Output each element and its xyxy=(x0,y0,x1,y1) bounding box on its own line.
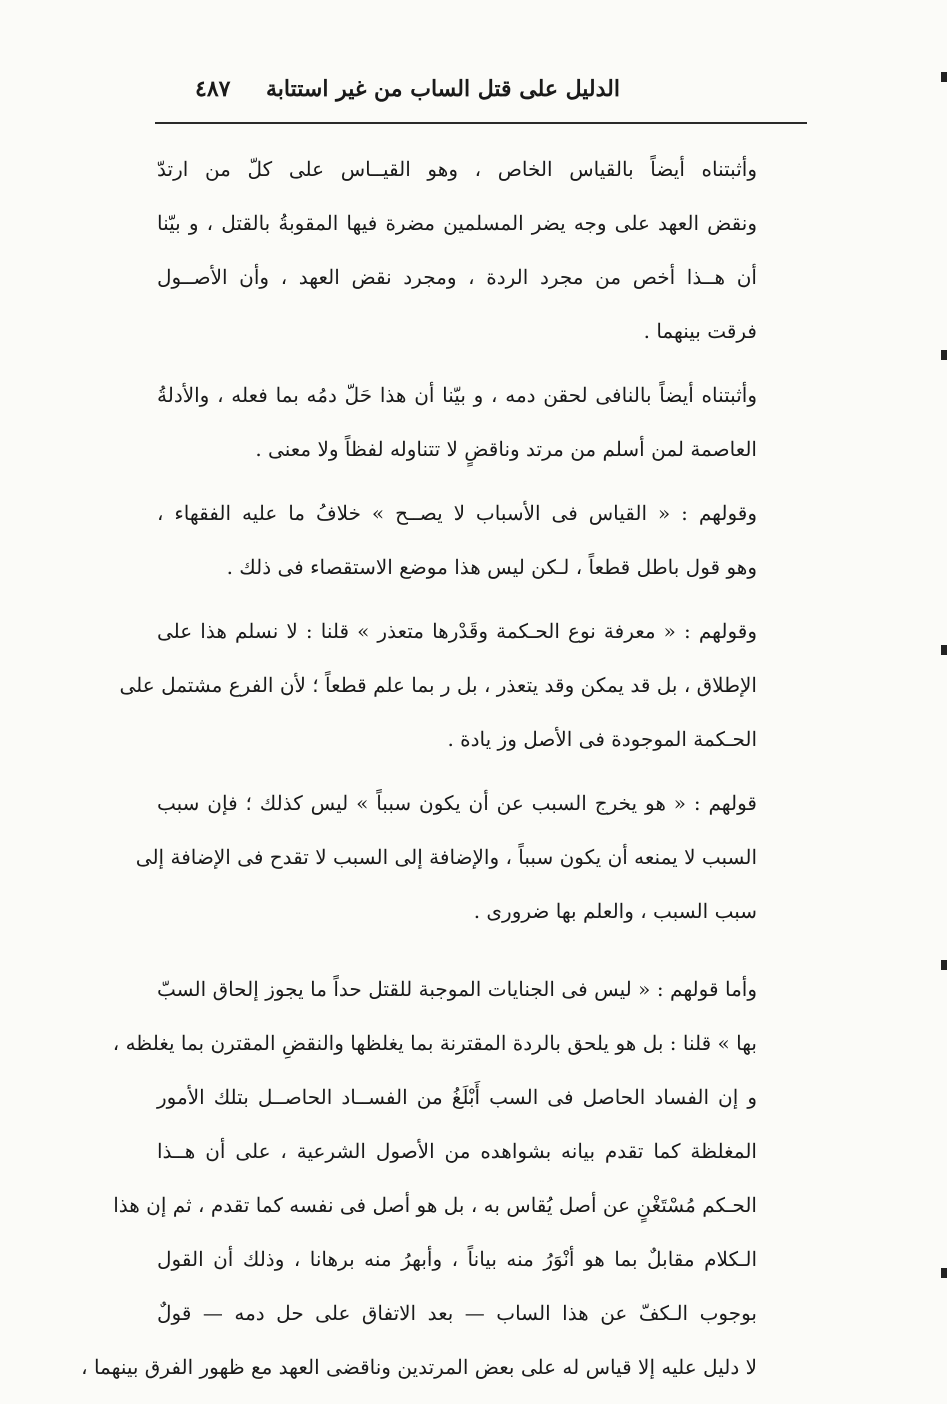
text-line: فرقت بينهما . xyxy=(643,319,757,343)
page-header xyxy=(150,68,810,118)
scan-edge-mark xyxy=(941,350,947,360)
body-text xyxy=(81,142,787,1404)
text-line: و إن الفساد الحاصل فى السب أَبْلَغُ من الفســاد الحاصــل بتلك الأمور xyxy=(157,1085,757,1109)
scan-edge-mark xyxy=(941,960,947,970)
text-line: وأثبتناه أيضاً بالنافى لحقن دمه ، و بيّنا أن هذا حَلّ دمُه بما فعله ، والأدلةُ xyxy=(157,383,757,407)
header-rule xyxy=(155,122,807,124)
scan-edge-mark xyxy=(941,72,947,82)
scan-edge-mark xyxy=(941,645,947,655)
paragraph xyxy=(157,368,787,476)
text-line: الحـكمة الموجودة فى الأصل وز يادة . xyxy=(447,727,757,751)
text-line: وقولهم : « القياس فى الأسباب لا يصــح » خلافُ ما عليه الفقهاء ، xyxy=(157,501,757,525)
text-line: قولهم : « هو يخرج السبب عن أن يكون سبباً » ليس كذلك ؛ فإن سبب xyxy=(157,791,757,815)
running-title: الدليل على قتل الساب من غير استتابة xyxy=(266,76,620,102)
text-line: المغلظة كما تقدم بيانه بشواهده من الأصول الشرعية ، على أن هــذا xyxy=(157,1139,757,1163)
paragraph xyxy=(135,776,787,938)
paragraph xyxy=(157,486,787,594)
text-line: ونقض العهد على وجه يضر المسلمين مضرة فيها المقوبةُ بالقتل ، و بيّنا xyxy=(157,211,757,235)
text-line: وأما قولهم : « ليس فى الجنايات الموجبة للقتل حداً ما يجوز إلحاق السبّ xyxy=(157,977,757,1001)
text-line: أن هــذا أخص من مجرد الردة ، ومجرد نقض العهد ، وأن الأصــول xyxy=(157,265,757,289)
text-line: الـكلام مقابلٌ بما هو أنْوَرُ منه بياناً ، وأبهرُ منه برهانا ، وذلك أن القول xyxy=(157,1247,757,1271)
paragraph xyxy=(119,604,787,766)
text-line: وقولهم : « معرفة نوع الحـكمة وقَدْرها متعذر » قلنا : لا نسلم هذا على xyxy=(157,619,757,643)
text-line: الحـكم مُسْتَغْنٍ عن أصل يُقاس به ، بل هو أصل فى نفسه كما تقدم ، ثم إن هذا xyxy=(113,1193,757,1217)
text-line: السبب لا يمنعه أن يكون سبباً ، والإضافة إلى السبب لا تقدح فى الإضافة إلى xyxy=(135,845,757,869)
paragraph xyxy=(157,142,787,358)
text-line: وأثبتناه أيضاً بالقياس الخاص ، وهو القيــاس على كلّ من ارتدّ xyxy=(157,157,757,181)
text-line: لا دليل عليه إلا قياس له على بعض المرتدين وناقضى العهد مع ظهور الفرق بينهما ، xyxy=(81,1355,757,1379)
page-number: ٤٨٧ xyxy=(195,76,231,102)
scan-edge-mark xyxy=(941,1268,947,1278)
text-line: وهو قول باطل قطعاً ، لـكن ليس هذا موضع الاستقصاء فى ذلك . xyxy=(226,555,757,579)
text-line: بها » قلنا : بل هو يلحق بالردة المقترنة بما يغلظها والنقضِ المقترن بما يغلظه ، xyxy=(112,1031,757,1055)
paragraph xyxy=(81,962,787,1394)
text-line: بوجوب الـكفّ عن هذا الساب — بعد الاتفاق على حل دمه — قولٌ xyxy=(157,1301,757,1325)
text-line: سبب السبب ، والعلم بها ضرورى . xyxy=(473,899,757,923)
text-line: العاصمة لمن أسلم من مرتد وناقضٍ لا تتناوله لفظاً ولا معنى . xyxy=(255,437,757,461)
text-line: الإطلاق ، بل قد يمكن وقد يتعذر ، بل ر بما علم قطعاً ؛ لأن الفرع مشتمل على xyxy=(119,673,757,697)
